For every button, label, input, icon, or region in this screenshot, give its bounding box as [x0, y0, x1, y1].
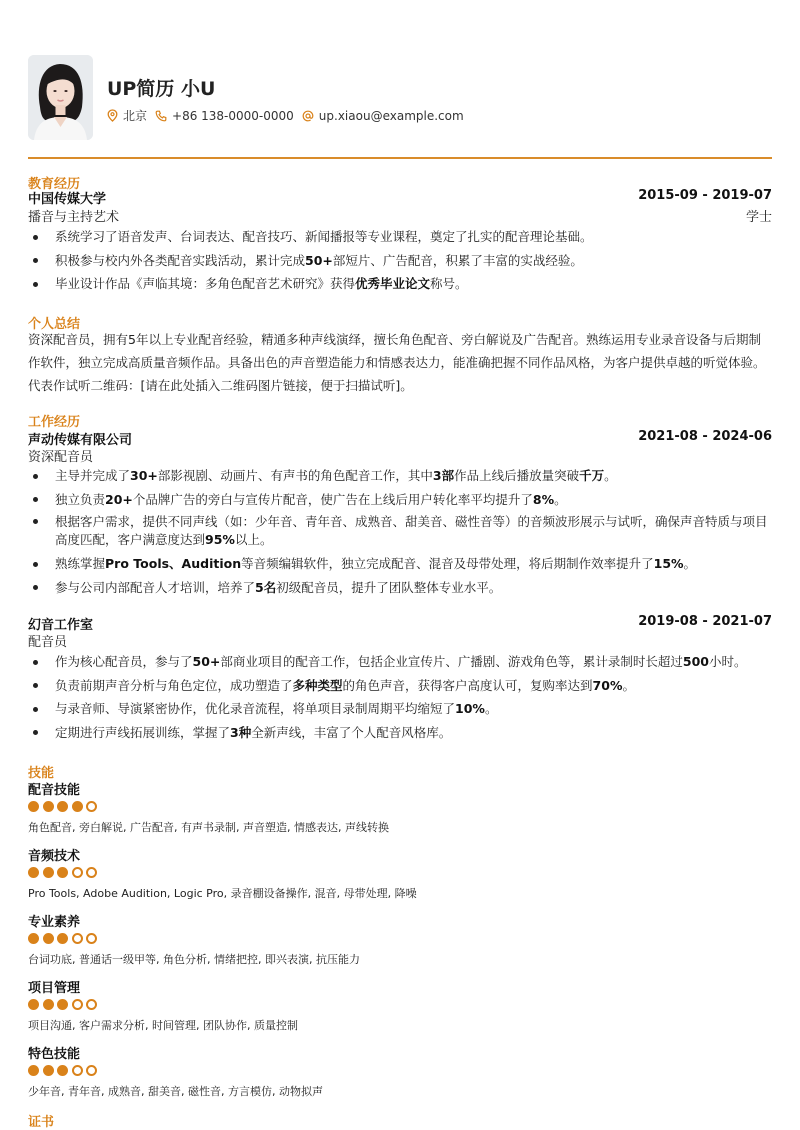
skill-name: 特色技能 [28, 1047, 81, 1062]
filled-dot-icon [28, 1065, 39, 1076]
resume-header [28, 55, 772, 140]
school-name: 中国传媒大学 [28, 192, 107, 207]
phone-text: +86 138-0000-0000 [172, 108, 294, 123]
list-item: 积极参与校内外各类配音实践活动，累计完成50+部短片、广告配音，积累了丰富的实战经验。 [28, 249, 772, 273]
skill-name: 项目管理 [28, 981, 81, 996]
skill-level-rating [28, 1065, 101, 1077]
skills-section-title: 技能 [28, 766, 55, 781]
phone-icon [155, 110, 167, 122]
work-section-title: 工作经历 [28, 415, 81, 430]
job-header-row [28, 429, 772, 446]
skill-level-rating [28, 867, 101, 879]
filled-dot-icon [43, 801, 54, 812]
job-role-row [28, 631, 772, 648]
job-role: 资深配音员 [28, 450, 94, 465]
filled-dot-icon [43, 933, 54, 944]
empty-dot-icon [86, 1065, 97, 1076]
city-text: 北京 [123, 109, 148, 123]
list-item: 毕业设计作品《声临其境：多角色配音艺术研究》获得优秀毕业论文称号。 [28, 272, 772, 296]
education-bullets [28, 225, 772, 296]
list-item: 与录音师、导演紧密协作，优化录音流程，将单项目录制周期平均缩短了10%。 [28, 697, 772, 721]
contact-info [107, 107, 472, 124]
company-name: 声动传媒有限公司 [28, 433, 133, 448]
empty-dot-icon [86, 867, 97, 878]
filled-dot-icon [57, 801, 68, 812]
skill-keywords: 台词功底, 普通话一级甲等, 角色分析, 情绪把控, 即兴表演, 抗压能力 [28, 953, 360, 966]
list-item: 主导并完成了30+部影视剧、动画片、有声书的角色配音工作，其中3部作品上线后播放量突破千万。 [28, 464, 772, 488]
job-header-row [28, 614, 772, 631]
list-item: 定期进行声线拓展训练，掌握了3种全新声线，丰富了个人配音风格库。 [28, 721, 772, 745]
education-dates: 2015-09 - 2019-07 [638, 188, 772, 203]
empty-dot-icon [86, 999, 97, 1010]
list-item: 系统学习了语音发声、台词表达、配音技巧、新闻播报等专业课程，奠定了扎实的配音理论基础。 [28, 225, 772, 249]
skill-keywords: 项目沟通, 客户需求分析, 时间管理, 团队协作, 质量控制 [28, 1019, 298, 1032]
empty-dot-icon [86, 801, 97, 812]
empty-dot-icon [86, 933, 97, 944]
skill-level-rating [28, 999, 101, 1011]
skill-level-rating [28, 801, 101, 813]
education-section-title: 教育经历 [28, 177, 81, 192]
filled-dot-icon [57, 1065, 68, 1076]
filled-dot-icon [28, 999, 39, 1010]
skill-keywords: 角色配音, 旁白解说, 广告配音, 有声书录制, 声音塑造, 情感表达, 声线转换 [28, 821, 389, 834]
major-name: 播音与主持艺术 [28, 210, 120, 225]
location-pin-icon [107, 109, 118, 122]
filled-dot-icon [43, 1065, 54, 1076]
filled-dot-icon [57, 933, 68, 944]
empty-dot-icon [72, 867, 83, 878]
list-item: 根据客户需求，提供不同声线（如：少年音、青年音、成熟音、甜美音、磁性音等）的音频波形展示与试听，确保声音特质与项目高度匹配，客户满意度达到95%以上。 [28, 511, 772, 552]
empty-dot-icon [72, 999, 83, 1010]
empty-dot-icon [72, 1065, 83, 1076]
job-bullets [28, 464, 772, 599]
filled-dot-icon [28, 867, 39, 878]
job-dates: 2021-08 - 2024-06 [638, 429, 772, 444]
list-item: 负责前期声音分析与角色定位，成功塑造了多种类型的角色声音，获得客户高度认可，复购率达到70%。 [28, 674, 772, 698]
header-divider [28, 157, 772, 159]
candidate-name: UP简历 小U [107, 78, 216, 100]
filled-dot-icon [57, 867, 68, 878]
avatar [28, 55, 93, 140]
list-item: 参与公司内部配音人才培训，培养了5名初级配音员，提升了团队整体专业水平。 [28, 576, 772, 600]
job-bullets [28, 650, 772, 744]
filled-dot-icon [28, 801, 39, 812]
email-text: up.xiaou@example.com [318, 108, 464, 123]
education-major-row [28, 206, 772, 223]
job-dates: 2019-08 - 2021-07 [638, 614, 772, 629]
job-role-row [28, 446, 772, 463]
filled-dot-icon [72, 801, 83, 812]
filled-dot-icon [57, 999, 68, 1010]
list-item: 独立负责20+个品牌广告的旁白与宣传片配音，使广告在上线后用户转化率平均提升了8%。 [28, 488, 772, 512]
skill-name: 配音技能 [28, 783, 81, 798]
certificates-section-title: 证书 [28, 1115, 55, 1130]
summary-section-title: 个人总结 [28, 317, 81, 332]
skill-keywords: Pro Tools, Adobe Audition, Logic Pro, 录音棚设备操作, 混音, 母带处理, 降噪 [28, 887, 417, 900]
skill-keywords: 少年音, 青年音, 成熟音, 甜美音, 磁性音, 方言模仿, 动物拟声 [28, 1085, 323, 1098]
filled-dot-icon [43, 867, 54, 878]
email-at-icon [302, 110, 314, 122]
skill-name: 音频技术 [28, 849, 81, 864]
contact-city [107, 107, 147, 124]
filled-dot-icon [28, 933, 39, 944]
list-item: 作为核心配音员，参与了50+部商业项目的配音工作，包括企业宣传片、广播剧、游戏角色等，累计录制时长超过500小时。 [28, 650, 772, 674]
empty-dot-icon [72, 933, 83, 944]
contact-phone [155, 109, 294, 123]
education-school-row [28, 188, 772, 205]
degree: 学士 [745, 210, 772, 225]
avatar-photo-icon [28, 55, 93, 140]
contact-email [302, 109, 464, 123]
filled-dot-icon [43, 999, 54, 1010]
skill-level-rating [28, 933, 101, 945]
summary-text: 资深配音员，拥有5年以上专业配音经验，精通多种声线演绎，擅长角色配音、旁白解说及广告配音。熟练运用专业录音设备与后期制作软件，独立完成高质量音频作品。具备出色的声音塑造能力和情感表达力，能准确把握不同作品风格，为客户提供卓越的听觉体验。代表作试听二维码：[请在此处插入二维码图片链接，便于扫描试听]。 [28, 332, 766, 393]
job-role: 配音员 [28, 635, 68, 650]
list-item: 熟练掌握Pro Tools、Audition等音频编辑软件，独立完成配音、混音及母带处理，将后期制作效率提升了15%。 [28, 552, 772, 576]
skill-name: 专业素养 [28, 915, 81, 930]
company-name: 幻音工作室 [28, 618, 94, 633]
